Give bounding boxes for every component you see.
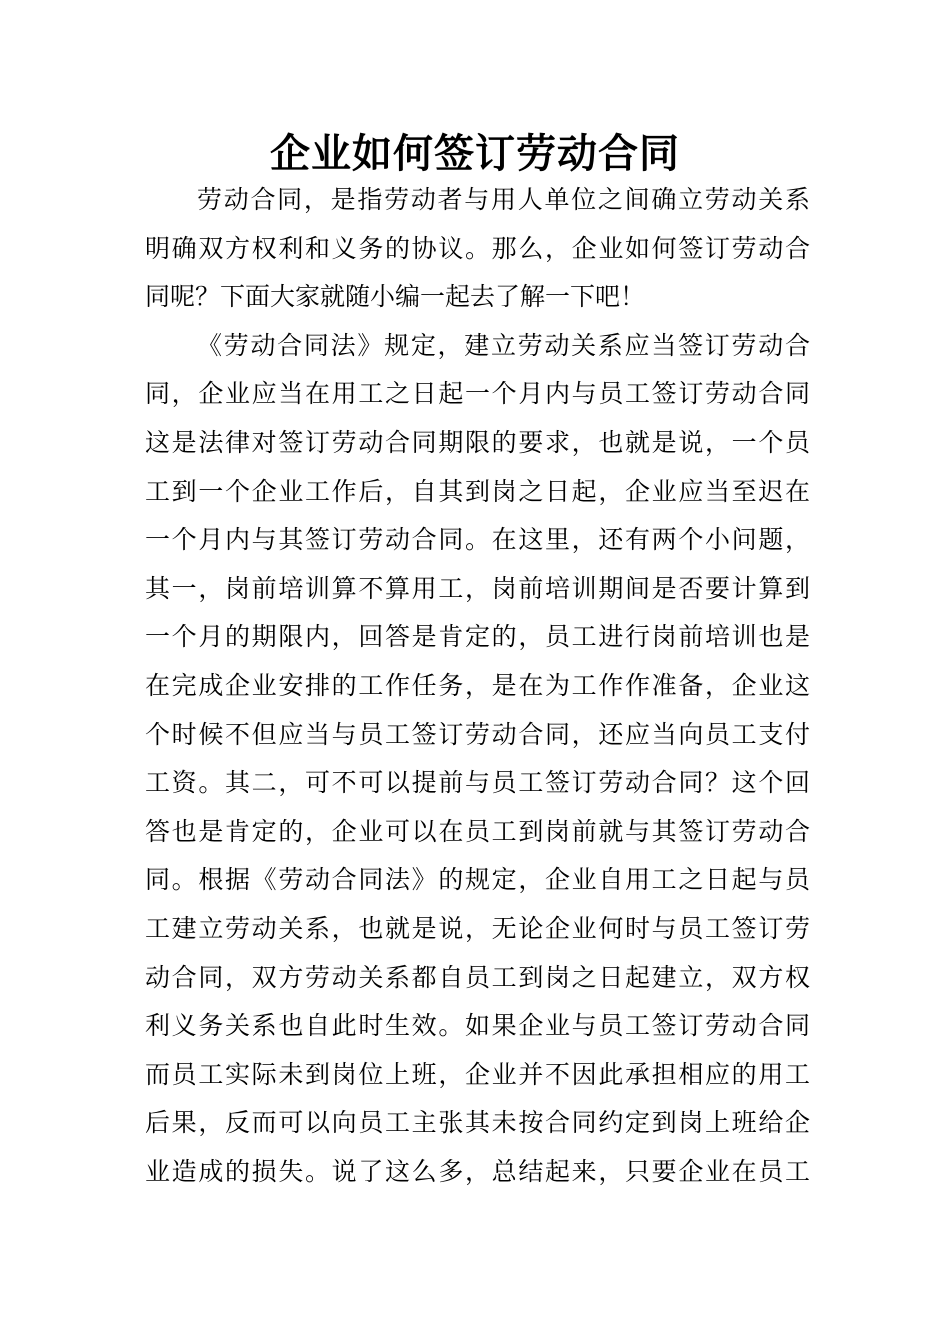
body-line: 同，企业应当在用工之日起一个月内与员工签订劳动合同 <box>145 379 810 409</box>
body-line: 工资。其二，可不可以提前与员工签订劳动合同？这个回 <box>145 768 810 798</box>
body-line: 而员工实际未到岗位上班，企业并不因此承担相应的用工 <box>145 1059 810 1089</box>
body-line: 工到一个企业工作后，自其到岗之日起，企业应当至迟在 <box>145 476 810 506</box>
body-line: 后果，反而可以向员工主张其未按合同约定到岗上班给企 <box>145 1108 810 1138</box>
body-line: 一个月内与其签订劳动合同。在这里，还有两个小问题， <box>145 525 810 555</box>
document-title: 企业如何签订劳动合同 <box>270 130 680 177</box>
body-line: 答也是肯定的，企业可以在员工到岗前就与其签订劳动合 <box>145 816 810 846</box>
body-line: 明确双方权利和义务的协议。那么，企业如何签订劳动合 <box>145 233 810 263</box>
body-line: 其一，岗前培训算不算用工，岗前培训期间是否要计算到 <box>145 573 810 603</box>
body-line: 同呢？下面大家就随小编一起去了解一下吧！ <box>145 282 646 312</box>
body-line: 在完成企业安排的工作任务，是在为工作作准备，企业这 <box>145 670 810 700</box>
body-line: 《劳动合同法》规定，建立劳动关系应当签订劳动合 <box>197 330 810 360</box>
body-line: 利义务关系也自此时生效。如果企业与员工签订劳动合同 <box>145 1011 810 1041</box>
body-line: 这是法律对签订劳动合同期限的要求，也就是说，一个员 <box>145 427 810 457</box>
document-body <box>145 176 810 1196</box>
body-line: 工建立劳动关系，也就是说，无论企业何时与员工签订劳 <box>145 913 810 943</box>
body-line: 劳动合同，是指劳动者与用人单位之间确立劳动关系 <box>197 185 810 214</box>
body-line: 同。根据《劳动合同法》的规定，企业自用工之日起与员 <box>145 865 810 895</box>
body-line: 业造成的损失。说了这么多，总结起来，只要企业在员工 <box>145 1156 810 1186</box>
body-line: 个时候不但应当与员工签订劳动合同，还应当向员工支付 <box>145 719 810 749</box>
body-line: 一个月的期限内，回答是肯定的，员工进行岗前培训也是 <box>145 622 810 652</box>
body-line: 动合同，双方劳动关系都自员工到岗之日起建立，双方权 <box>145 962 810 992</box>
